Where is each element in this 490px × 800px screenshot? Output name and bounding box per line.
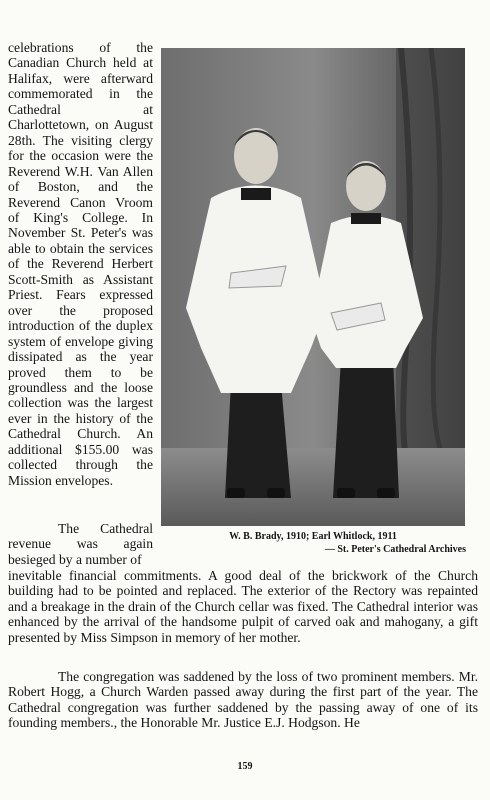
photo-caption [160, 530, 466, 556]
caption-names: W. B. Brady, 1910; Earl Whitlock, 1911 [229, 531, 397, 542]
paragraph-revenue-rest: inevitable financial commitments. A good deal of the brickwork of the Church building had to be pointed and replaced. The exterior of the Rectory was repainted and a breakage in the drain of the Church cellar was fixed. The Cathedral interior was enhanced by the arrival of the handsome pulpit of carved oak and mahogany, a gift presented by Miss Simpson in memory of her mother. [8, 568, 478, 645]
page-number: 159 [237, 761, 253, 772]
paragraph-revenue-start-block [8, 521, 153, 567]
paragraph-congregation: The congregation was saddened by the loss of two prominent members. Mr. Robert Hogg, a Church Warden passed away during the first part of the year. The Cathedral congregation was further saddened by the passing away of one of its founding members., the Honorable Mr. Justice E.J. Hodgson. He [8, 669, 478, 731]
caption-credit: — St. Peter's Cathedral Archives [324, 544, 466, 555]
left-column-text [8, 40, 153, 488]
paragraph-congregation-block [8, 669, 478, 731]
paragraph-revenue-block [8, 568, 478, 645]
photo-illustration [161, 48, 465, 526]
historical-photograph [161, 48, 465, 526]
paragraph-revenue-start: The Cathedral revenue was again besieged by a number of [8, 521, 153, 567]
paragraph-celebrations: celebrations of the Canadian Church held at Halifax, were afterward commemorated in the Cathedral at Charlottetown, on August 28th. The visiting clergy for the occasion were the Reverend W.H. Van Allen of Boston, and the Reverend Canon Vroom of King's College. In November St. Peter's was able to obtain the services of the Reverend Herbert Scott-Smith as Assistant Priest. Fears expressed over the proposed introduction of the duplex system of envelope giving dissipated as the year proved them to be groundless and the loose collection was the largest ever in the history of the Cathedral Church. An additional $155.00 was collected through the Mission envelopes. [8, 40, 153, 488]
